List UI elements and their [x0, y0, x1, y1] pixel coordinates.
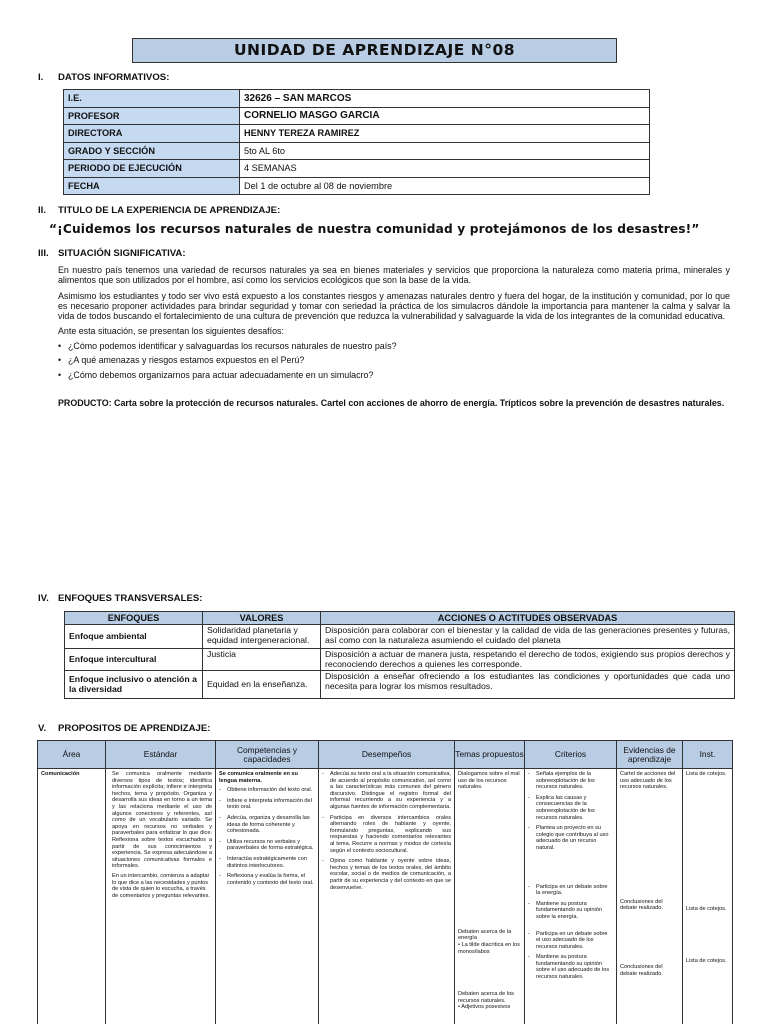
capacidad-text: Infiere e interpreta información del texto oral.: [227, 797, 312, 811]
section-title: ENFOQUES TRANSVERSALES:: [58, 593, 203, 604]
info-key: GRADO Y SECCIÓN: [64, 142, 240, 160]
column-header: Estándar: [106, 741, 216, 769]
inst-text: Lista de cotejos.: [686, 771, 727, 777]
column-header: Desempeños: [319, 741, 455, 769]
list-item: - Participa en diversos intercambios orales alternando roles de hablante y oyente, formulando preguntas, explicando sus respuestas y haciendo comentarios relevantes al tema. Recurre a normas y modos de cortesía según el contexto sociocultural.: [322, 814, 451, 854]
accion-cell: Disposición a enseñar ofreciendo a los estudiantes las condiciones y oportunidades que cada uno necesita para lograr los mismos resultados.: [321, 671, 735, 699]
evidencia-text: Conclusiones del debate realizado.: [620, 963, 663, 977]
enfoque-cell: Enfoque intercultural: [65, 649, 203, 671]
accion-cell: Disposición para colaborar con el bienestar y la calidad de vida de las generaciones presentes y futuras, así como con la naturaleza asumiendo el cuidado del planeta: [321, 625, 735, 649]
section-title: DATOS INFORMATIVOS:: [58, 72, 170, 83]
section-number: II.: [38, 205, 46, 216]
table-row: [38, 769, 733, 1024]
section-propositos: [38, 723, 210, 734]
list-item: - Adecúa su texto oral a la situación comunicativa, de acuerdo al propósito comunicativo, así como a las características más comunes del género discursivo. Distingue el registro formal del informal recurriendo a su experiencia y a algunas fuentes de información complementaria.: [322, 771, 451, 810]
section-situacion: [38, 248, 186, 259]
column-header: Temas propuestos: [455, 741, 525, 769]
section-title: SITUACIÓN SIGNIFICATIVA:: [58, 248, 186, 259]
table-row: [64, 90, 650, 108]
table-row: [64, 142, 650, 160]
desempeno-text: Adecúa su texto oral a la situación comunicativa, de acuerdo al propósito comunicativo, así como a las características más comunes del género discursivo. Distingue el registro formal del informal recurriendo a su experiencia y a algunas fuentes de información complementaria.: [330, 771, 451, 810]
tema-text: • Adjetivos posesivos: [458, 1004, 511, 1011]
criterios-cell: [525, 769, 617, 1024]
evidencias-cell: [617, 769, 683, 1024]
info-key: DIRECTORA: [64, 125, 240, 143]
area-cell: Comunicación: [38, 769, 106, 1024]
table-row: [65, 649, 735, 671]
criterio-text: Señala ejemplos de la sobreexplotación de los recursos naturales.: [536, 771, 595, 791]
table-header-row: [65, 612, 735, 625]
column-header: VALORES: [203, 612, 321, 625]
estandar-text: Se comunica oralmente mediante diversos tipos de textos; identifica información explícita; infiere e interpreta hechos, tema y propósito. Organiza y desarrolla sus ideas en torno a un tema y las relaciona mediante el uso de algunos conectores y referentes, así como de un vocabulario variado. Se apoya en recursos no verbales y paraverbales para enfatizar lo que dice. Reflexiona sobre textos escuchados a partir de sus conocimientos y experiencia. Se expresa adecuándose a situaciones comunicativas formales e informales.: [112, 771, 212, 870]
section-enfoques: [38, 593, 202, 604]
table-row: [64, 107, 650, 125]
valor-cell: Solidaridad planetaria y equidad intergeneracional.: [203, 625, 321, 649]
producto-line: [58, 398, 724, 408]
tema-text: Debaten acerca de la energía: [458, 928, 512, 942]
section-datos-informativos: [38, 72, 169, 83]
competencias-cell: [216, 769, 319, 1024]
section-title: TITULO DE LA EXPERIENCIA DE APRENDIZAJE:: [58, 205, 281, 216]
valor-cell: Justicia: [203, 649, 321, 671]
experience-title: “¡Cuidemos los recursos naturales de nuestra comunidad y protejámonos de los desastres!”: [49, 222, 700, 236]
enfoques-table: [64, 611, 735, 699]
info-value: 32626 – SAN MARCOS: [240, 90, 650, 108]
info-key: I.E.: [64, 90, 240, 108]
info-key: PERIODO DE EJECUCIÓN: [64, 160, 240, 178]
column-header: Criterios: [525, 741, 617, 769]
table-header-row: [38, 741, 733, 769]
section-number: V.: [38, 723, 47, 734]
list-item: - Reflexiona y evalúa la forma, el contenido y contexto del texto oral.: [219, 873, 314, 886]
unit-title: UNIDAD DE APRENDIZAJE N°08: [132, 38, 617, 63]
list-item: - Participa en un debate sobre el uso adecuado de los recursos naturales.: [528, 931, 613, 951]
desempeno-text: Opina como hablante y oyente sobre ideas, hechos y temas de los textos orales, del ámbito escolar, social o de medios de comunicación, a partir de su experiencia y del contexto en que se desenvuelve.: [330, 858, 451, 891]
criterio-text: Mantiene su postura fundamentando su opinión sobre la energía.: [536, 900, 602, 920]
estandar-cell: [106, 769, 216, 1024]
table-row: [64, 125, 650, 143]
info-value: 5to AL 6to: [240, 142, 650, 160]
list-item: - Obtiene información del texto oral.: [219, 787, 313, 794]
tema-text: Dialogamos sobre el mal uso de los recursos naturales.: [458, 771, 520, 791]
info-value: 4 SEMANAS: [240, 160, 650, 178]
list-item: - Adecúa, organiza y desarrolla las ideas de forma coherente y cohesionada.: [219, 815, 315, 835]
situation-paragraph-2: Asimismo los estudiantes y todo ser vivo está expuesto a los constantes riesgos y amenazas naturales dentro y fuera del hogar, de la institución y comunidad, por lo que es necesario proponer actividades para brindar seguridad y tomar con seriedad la práctica de los simulacros dándole la importancia para mantener la calma y salvar la vida de todos buscando el fortalecimiento de una cultura de prevención que reduzca la vulnerabilidad y salvaguarde la vida de los integrantes de la comunidad educativa.: [58, 291, 730, 321]
list-item: • ¿Cómo debemos organizarnos para actuar adecuadamente en un simulacro?: [58, 368, 397, 382]
competencia-title: Se comunica oralmente en su lengua materna.: [219, 771, 298, 784]
tema-text: • La tilde diacrítica en los monosílabos: [458, 941, 520, 955]
tema-text: Debaten acerca de los recursos naturales.: [458, 991, 514, 1004]
list-item: • ¿Cómo podemos identificar y salvaguardas los recursos naturales de nuestro país?: [58, 339, 397, 353]
criterio-text: Participa en un debate sobre la energía.: [536, 883, 608, 897]
criterio-text: Explica las causas y consecuencias de la sobreexplotación de los recursos naturales.: [536, 794, 595, 821]
column-header: Área: [38, 741, 106, 769]
list-item: - Mantiene su postura fundamentando su opinión sobre la energía.: [528, 901, 613, 921]
situation-paragraph-1: En nuestro país tenemos una variedad de recursos naturales ya sea en bienes materiales y servicios que proporciona la naturaleza como materia prima, minerales y alimentos que son utilizados por el hombre, así como los servicios ecológicos que son la base de la vida.: [58, 265, 730, 285]
info-value: HENNY TEREZA RAMIREZ: [240, 125, 650, 143]
capacidad-text: Obtiene información del texto oral.: [227, 787, 313, 794]
info-value: Del 1 de octubre al 08 de noviembre: [240, 177, 650, 195]
enfoque-cell: Enfoque ambiental: [65, 625, 203, 649]
list-item: - Explica las causas y consecuencias de la sobreexplotación de los recursos naturales.: [528, 795, 613, 821]
table-row: [64, 160, 650, 178]
desempenos-cell: [319, 769, 455, 1024]
info-key: FECHA: [64, 177, 240, 195]
capacidad-text: Adecúa, organiza y desarrolla las ideas de forma coherente y cohesionada.: [227, 814, 310, 835]
desempeno-text: Participa en diversos intercambios orales alternando roles de hablante y oyente, formulando preguntas, explicando sus respuestas y haciendo comentarios relevantes al tema. Recurre a normas y modos de cortesía según el contexto sociocultural.: [330, 814, 451, 854]
section-number: IV.: [38, 593, 49, 604]
section-title: PROPOSITOS DE APRENDIZAJE:: [58, 723, 211, 734]
list-item: • ¿A qué amenazas y riesgos estamos expuestos en el Perú?: [58, 353, 397, 367]
capacidad-text: Reflexiona y evalúa la forma, el contenido y contexto del texto oral.: [227, 873, 314, 886]
enfoque-cell: Enfoque inclusivo o atención a la diversidad: [65, 671, 203, 699]
info-value: CORNELIO MASGO GARCIA: [240, 107, 650, 125]
evidencia-text: Conclusiones del debate realizado.: [620, 898, 663, 912]
propositos-table: [37, 740, 733, 1024]
table-row: [65, 671, 735, 699]
info-table: [63, 89, 650, 195]
evidencia-text: Cartel de acciones del uso adecuado de los recursos naturales.: [620, 771, 676, 791]
list-item: - Interactúa estratégicamente con distintos interlocutores.: [219, 856, 315, 869]
producto-text: Carta sobre la protección de recursos naturales. Cartel con acciones de ahorro de energía. Trípticos sobre la prevención de desastres naturales.: [111, 398, 725, 408]
estandar-text: En un intercambio, comienza a adaptar lo que dice a las necesidades y puntos de vista de quien lo escucha, a través de comentarios y preguntas relevantes.: [112, 872, 210, 899]
capacidad-text: Interactúa estratégicamente con distintos interlocutores.: [227, 855, 307, 869]
column-header: Evidencias de aprendizaje: [617, 741, 683, 769]
situation-paragraph-3: Ante esta situación, se presentan los siguientes desafíos:: [58, 326, 284, 336]
list-item: - Mantiene su postura fundamentando su opinión sobre el uso adecuado de los recursos naturales.: [528, 954, 613, 980]
producto-label: PRODUCTO:: [58, 398, 112, 408]
challenges-list: [58, 339, 397, 382]
column-header: Inst.: [683, 741, 733, 769]
section-number: I.: [38, 72, 44, 83]
list-item: - Plantea un proyecto en su colegio que contribuya al uso adecuado de un recurso natural.: [528, 825, 613, 851]
section-titulo: [38, 205, 280, 216]
table-row: [65, 625, 735, 649]
inst-cell: [683, 769, 733, 1024]
criterio-text: Participa en un debate sobre el uso adecuado de los recursos naturales.: [536, 930, 608, 950]
column-header: ACCIONES O ACTITUDES OBSERVADAS: [321, 612, 735, 625]
list-item: - Opina como hablante y oyente sobre ideas, hechos y temas de los textos orales, del ámbito escolar, social o de medios de comunicación, a partir de su experiencia y del contexto en que se desenvuelve.: [322, 858, 451, 891]
list-item: - Participa en un debate sobre la energía.: [528, 884, 613, 897]
column-header: ENFOQUES: [65, 612, 203, 625]
criterio-text: Mantiene su postura fundamentando su opinión sobre el uso adecuado de los recursos naturales.: [536, 954, 610, 981]
table-row: [64, 177, 650, 195]
accion-cell: Disposición a actuar de manera justa, respetando el derecho de todos, exigiendo sus propios derechos y reconociendo derechos a quienes les corresponde.: [321, 649, 735, 671]
info-key: PROFESOR: [64, 107, 240, 125]
inst-text: Lista de cotejos.: [686, 958, 727, 965]
criterio-text: Plantea un proyecto en su colegio que contribuya al uso adecuado de un recurso natural.: [536, 825, 609, 851]
list-item: - Señala ejemplos de la sobreexplotación de los recursos naturales.: [528, 771, 613, 791]
list-item: - Utiliza recursos no verbales y paraverbales de forma estratégica.: [219, 838, 314, 852]
temas-cell: [455, 769, 525, 1024]
valor-cell: Equidad en la enseñanza.: [203, 671, 321, 699]
column-header: Competencias y capacidades: [216, 741, 319, 769]
section-number: III.: [38, 248, 49, 259]
capacidad-text: Utiliza recursos no verbales y paraverbales de forma estratégica.: [227, 838, 314, 852]
inst-text: Lista de cotejos.: [686, 905, 727, 912]
list-item: - Infiere e interpreta información del texto oral.: [219, 798, 315, 811]
